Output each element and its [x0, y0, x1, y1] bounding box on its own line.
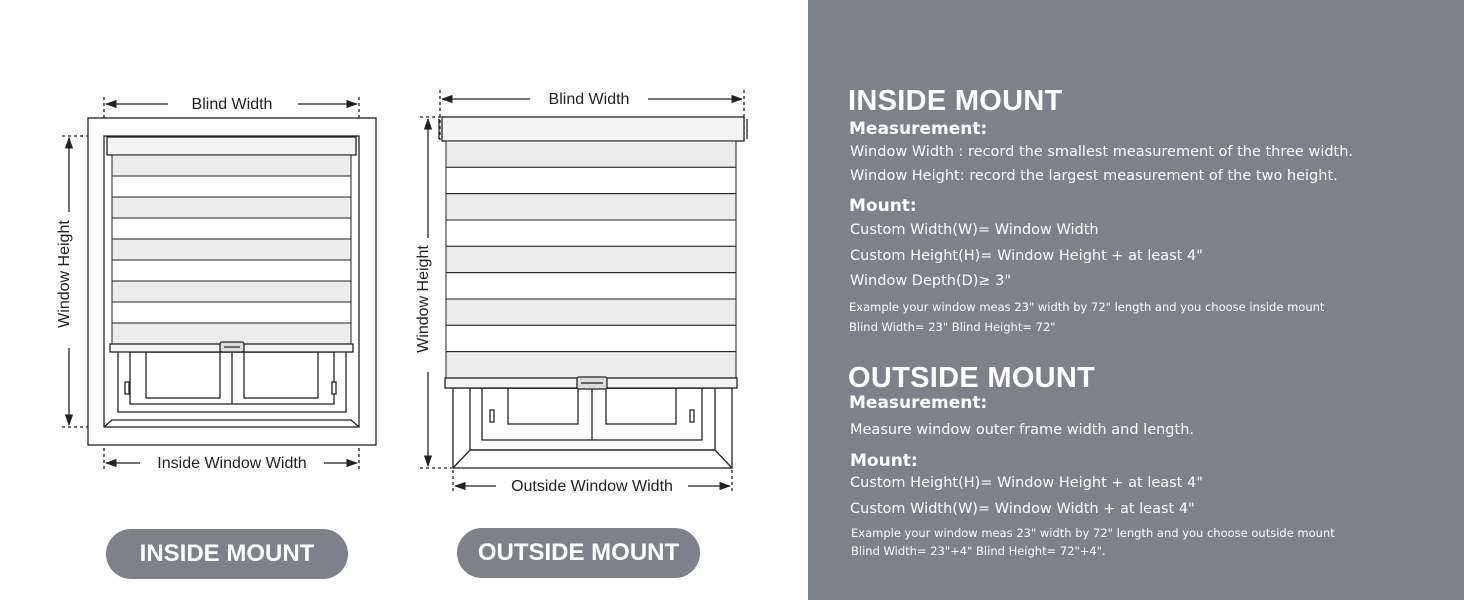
inside-measurement-line: Window Height: record the largest measurement of the two height.	[850, 168, 1338, 184]
inside-blind-width-label: Blind Width	[191, 96, 273, 113]
inside-measurement-heading: Measurement:	[849, 119, 988, 139]
inside-measurement-line: Window Width : record the smallest measurement of the three width.	[850, 144, 1354, 160]
outside-mount-title: OUTSIDE MOUNT	[848, 362, 1096, 394]
shade-stripe	[446, 325, 736, 351]
instructions-panel	[808, 0, 1464, 600]
outside-mount-line: Custom Height(H)= Window Height + at least 4"	[850, 475, 1203, 491]
inside-mount-heading: Mount:	[849, 196, 917, 216]
outside-blind-width-label: Blind Width	[548, 91, 630, 108]
shade-stripe	[112, 155, 351, 176]
shade-stripe	[112, 239, 351, 260]
outside-example-line: Blind Width= 23"+4" Blind Height= 72"+4".	[851, 544, 1106, 558]
inside-mount-badge: INSIDE MOUNT	[106, 529, 348, 579]
shade-stripe	[112, 281, 351, 302]
inside-window-height-label: Window Height	[56, 220, 73, 328]
shade-stripe	[446, 220, 736, 246]
outside-example-line: Example your window meas 23" width by 72" length and you choose outside mount	[851, 526, 1335, 540]
inside-mount-line: Window Depth(D)≥ 3"	[850, 273, 1012, 289]
shade-stripe	[446, 299, 736, 325]
shade-stripe	[446, 352, 736, 378]
shade-stripe	[112, 302, 351, 323]
inside-example-line: Blind Width= 23" Blind Height= 72"	[849, 320, 1056, 334]
shade-stripe	[112, 197, 351, 218]
inside-example-line: Example your window meas 23" width by 72" length and you choose inside mount	[849, 300, 1325, 314]
shade-stripe	[112, 218, 351, 239]
outside-mount-line: Custom Width(W)= Window Width + at least 4"	[850, 501, 1195, 517]
outside-mount-heading: Mount:	[850, 451, 918, 471]
inside-mount-line: Custom Width(W)= Window Width	[850, 222, 1099, 238]
inside-mount-title: INSIDE MOUNT	[848, 85, 1063, 117]
shade-stripe	[446, 194, 736, 220]
shade-stripe	[112, 176, 351, 197]
inside-mount-line: Custom Height(H)= Window Height + at least 4"	[850, 248, 1203, 264]
shade-stripe	[446, 141, 736, 167]
shade-stripe	[446, 167, 736, 193]
outside-measurement-line: Measure window outer frame width and length.	[850, 422, 1194, 438]
shade-stripe	[446, 273, 736, 299]
outside-mount-badge: OUTSIDE MOUNT	[457, 528, 700, 578]
outside-mount-illustration	[420, 90, 747, 493]
outside-window-width-label: Outside Window Width	[511, 478, 673, 495]
shade-stripe	[446, 246, 736, 272]
inside-window-width-label: Inside Window Width	[157, 455, 307, 472]
outside-measurement-heading: Measurement:	[849, 393, 988, 413]
inside-mount-illustration	[62, 97, 376, 470]
outside-window-height-label: Window Height	[415, 245, 432, 353]
shade-stripe	[112, 323, 351, 344]
shade-stripe	[112, 260, 351, 281]
